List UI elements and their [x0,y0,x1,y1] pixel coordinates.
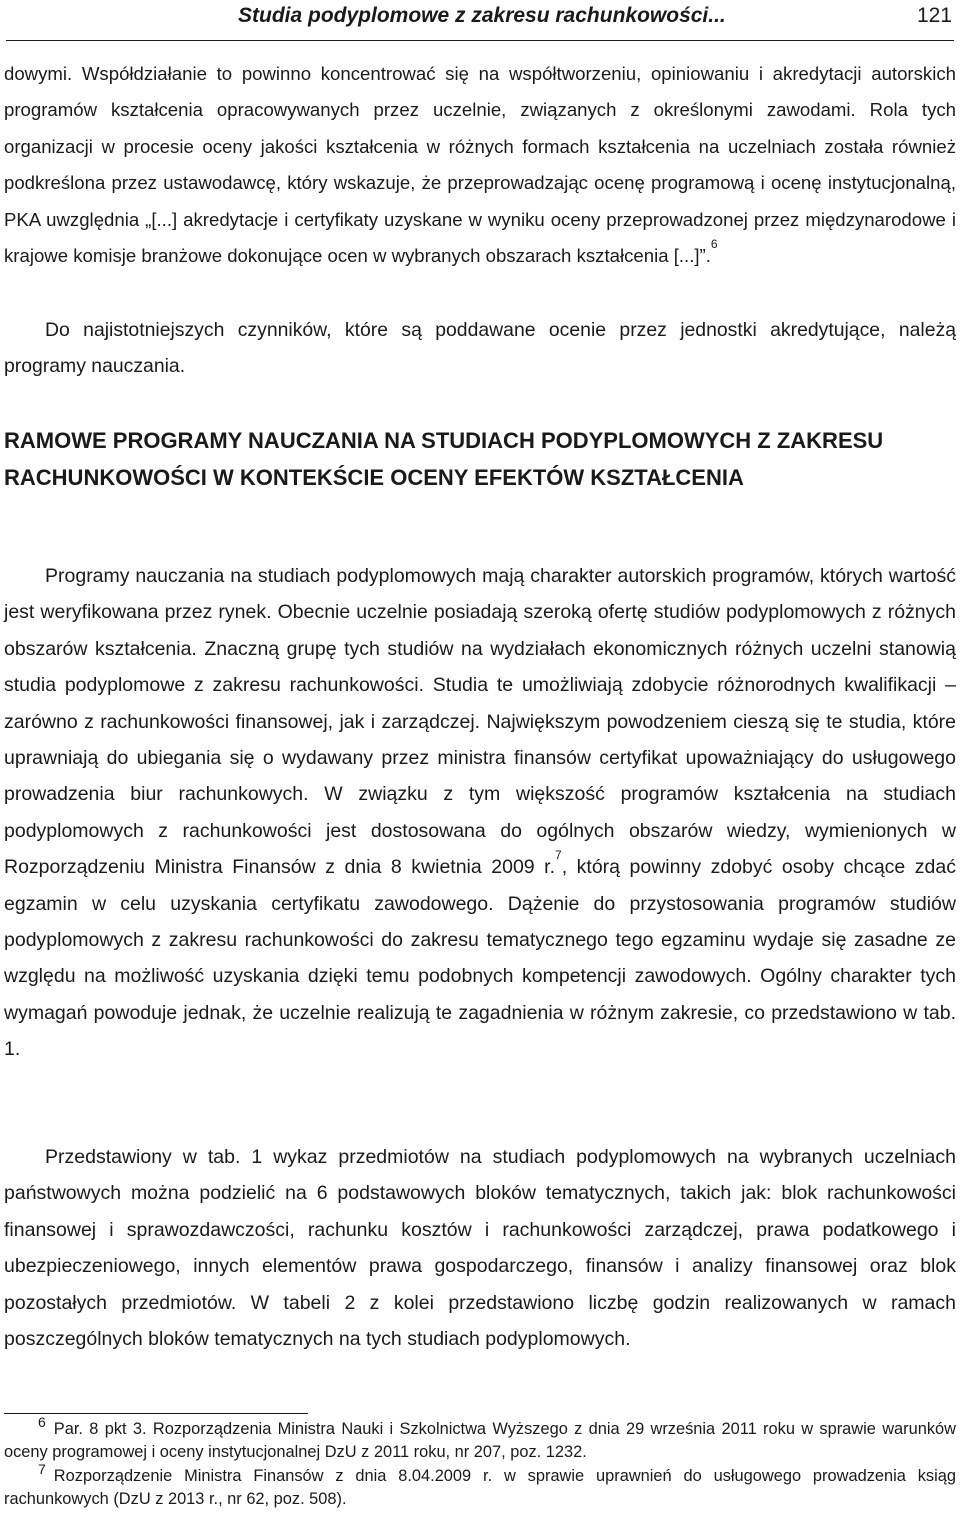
paragraph-3-text-a: Programy nauczania na studiach podyplomowych mają charakter autorskich programów, których wartość jest weryfikowana przez rynek. Obecnie uczelnie posiadają szeroką ofertę studiów podyplomowych z różnych obszarów kształcenia. Znaczną grupę tych studiów na wydziałach ekonomicznych różnych uczelni stanowią studia podyplomowe z zakresu rachunkowości. Studia te umożliwiają zdobycie różnorodnych kwalifikacji – zarówno z rachunkowości finansowej, jak i zarządczej. Największym powodzeniem cieszą się te studia, które uprawniają do ubiegania się o wydawany przez ministra finansów certyfikat upoważniający do usługowego prowadzenia biur rachunkowych. W związku z tym większość programów kształcenia na studiach podyplomowych z rachunkowości jest dostosowana do ogólnych obszarów wiedzy, wymienionych w Rozporządzeniu Ministra Finansów z dnia 8 kwietnia 2009 r. [4,565,956,879]
paragraph-2-block [4,312,956,385]
footnote-separator [4,1413,308,1414]
footnote-7: 7 Rozporządzenie Ministra Finansów z dnia 8.04.2009 r. w sprawie uprawnień do usługowego prowadzenia ksiąg rachunkowych (DzU z 2013 r., nr 62, poz. 508). [4,1460,956,1509]
paragraph-continued [4,56,956,274]
paragraph-3-block [4,558,956,1068]
paragraph-4: Przedstawiony w tab. 1 wykaz przedmiotów na studiach podyplomowych na wybranych uczelniach państwowych można podzielić na 6 podstawowych bloków tematycznych, takich jak: blok rachunkowości finansowej i sprawozdawczości, rachunku kosztów i rachunkowości zarządczej, prawa podatkowego i ubezpieczeniowego, innych elementów prawa gospodarczego, finansów i analizy finansowej oraz blok pozostałych przedmiotów. W tabeli 2 z kolei przedstawiono liczbę godzin realizowanych w ramach poszczególnych bloków tematycznych na tych studiach podyplomowych. [4,1146,956,1351]
running-title: Studia podyplomowe z zakresu rachunkowości... [238,4,726,27]
footnote-6-text: Par. 8 pkt 3. Rozporządzenia Ministra Nauki i Szkolnictwa Wyższego z dnia 29 września 2011 roku w sprawie warunków oceny programowej i oceny instytucjonalnej DzU z 2011 roku, nr 207, poz. 1232. [4,1420,956,1462]
running-header [6,0,954,41]
page-number: 121 [916,4,952,27]
paragraph-4-block [4,1139,956,1357]
footnote-ref-7[interactable]: 7 [555,847,562,862]
paragraph-3 [4,558,956,1068]
paragraph-3-text-b: , którą powinny zdobyć osoby chcące zdać egzamin w celu uzyskania certyfikatu zawodowego. Dążenie do przystosowania programów studiów podyplomowych z zakresu rachunkowości do zakresu tematycznego tego egzaminu wydaje się zasadne ze względu na możliwość uzyskania dzięki temu podobnych kompetencji zawodowych. Ogólny charakter tych wymagań powoduje jednak, że uczelnie realizują te zagadnienia w różnym zakresie, co przedstawiono w tab. 1. [4,856,956,1061]
section-heading: RAMOWE PROGRAMY NAUCZANIA NA STUDIACH PODYPLOMOWYCH Z ZAKRESU RACHUNKOWOŚCI W KONTEKŚCIE OCENY EFEKTÓW KSZTAŁCENIA [4,428,884,490]
paragraph-2: Do najistotniejszych czynników, które są poddawane ocenie przez jednostki akredytujące, należą programy nauczania. [4,319,956,378]
paragraph-1-text: dowymi. Współdziałanie to powinno koncentrować się na współtworzeniu, opiniowaniu i akredytacji autorskich programów kształcenia opracowywanych przez uczelnie, związanych z określonymi zawodami. Rola tych organizacji w procesie oceny jakości kształcenia w różnych formach kształcenia na uczelniach została również podkreślona przez ustawodawcę, który wskazuje, że przeprowadzając ocenę programową i ocenę instytucjonalną, PKA uwzględnia „[...] akredytacje i certyfikaty uzyskane w wyniku oceny przeprowadzonej przez międzynarodowe i krajowe komisje branżowe dokonujące ocen w wybranych obszarach kształcenia [...]”. [4,63,956,267]
footnote-6: 6 Par. 8 pkt 3. Rozporządzenia Ministra Nauki i Szkolnictwa Wyższego z dnia 29 września 2011 roku w sprawie warunków oceny programowej i oceny instytucjonalnej DzU z 2011 roku, nr 207, poz. 1232. [4,1414,956,1462]
footnote-ref-6[interactable]: 6 [710,236,718,251]
footnotes [4,1414,956,1512]
paragraph-1 [4,56,956,274]
footnote-7-text: Rozporządzenie Ministra Finansów z dnia 8.04.2009 r. w sprawie uprawnień do usługowego prowadzenia ksiąg rachunkowych (DzU z 2013 r., nr 62, poz. 508). [4,1466,956,1509]
